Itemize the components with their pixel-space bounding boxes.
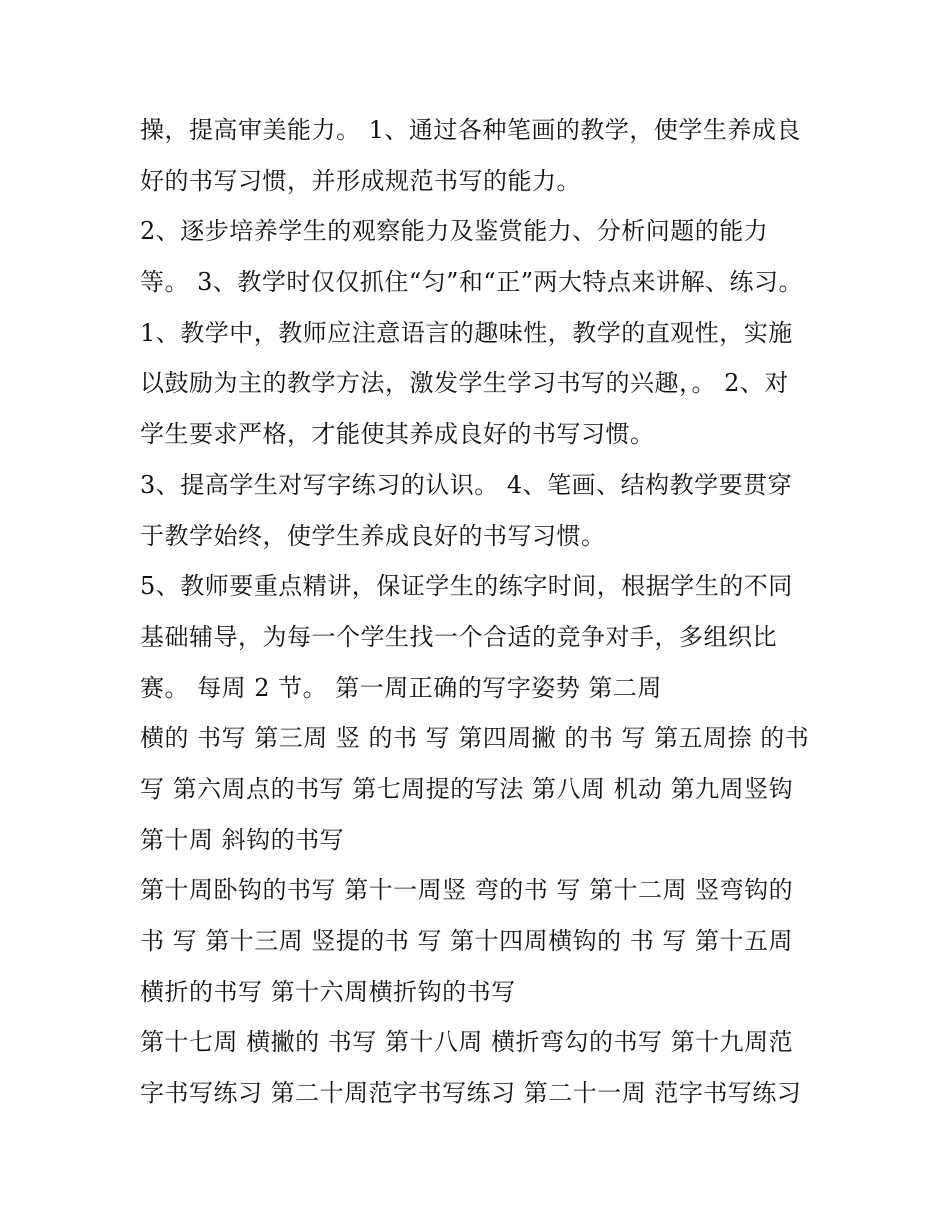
text-line: 学生要求严格，才能使其养成良好的书写习惯。 bbox=[140, 420, 655, 449]
text-line: 横折的书写 第十六周横折钩的书写 bbox=[140, 977, 516, 1006]
text-line: 于教学始终，使学生养成良好的书写习惯。 bbox=[140, 521, 606, 550]
text-line: 以鼓励为主的教学方法，激发学生学习书写的兴趣，。 2、对 bbox=[140, 369, 789, 398]
text-line: 基础辅导，为每一个学生找一个合适的竞争对手，多组织比 bbox=[140, 622, 777, 651]
text-line: 等。 3、教学时仅仅抓住“匀”和“正”两大特点来讲解、练习。 bbox=[140, 268, 803, 297]
document-body bbox=[140, 105, 840, 1119]
text-line: 赛。 每周 2 节。 第一周正确的写字姿势 第二周 bbox=[140, 673, 662, 702]
text-line: 3、提高学生对写字练习的认识。 4、笔画、结构教学要贯穿 bbox=[140, 470, 793, 499]
text-line: 第十七周 横撇的 书写 第十八周 横折弯勾的书写 第十九周范 bbox=[140, 1028, 794, 1057]
text-line: 书 写 第十三周 竖提的书 写 第十四周横钩的 书 写 第十五周 bbox=[140, 927, 794, 955]
text-line: 字书写练习 第二十周范字书写练习 第二十一周 范字书写练习 bbox=[140, 1079, 802, 1108]
text-line: 好的书写习惯，并形成规范书写的能力。 bbox=[140, 166, 581, 195]
text-line: 写 第六周点的书写 第七周提的写法 第八周 机动 第九周竖钩 bbox=[140, 774, 794, 803]
text-line: 第十周卧钩的书写 第十一周竖 弯的书 写 第十二周 竖弯钩的 bbox=[140, 876, 794, 905]
text-line: 横的 书写 第三周 竖 的书 写 第四周撇 的书 写 第五周捺 的书 bbox=[140, 724, 810, 753]
text-line: 操，提高审美能力。 1、通过各种笔画的教学，使学生养成良 bbox=[140, 116, 801, 144]
text-line: 第十周 斜钩的书写 bbox=[140, 825, 345, 854]
text-line: 5、教师要重点精讲，保证学生的练字时间，根据学生的不同 bbox=[140, 572, 793, 601]
text-line: 2、逐步培养学生的观察能力及鉴赏能力、分析问题的能力 bbox=[140, 217, 769, 246]
text-line: 1、教学中，教师应注意语言的趣味性，教学的直观性，实施 bbox=[140, 318, 793, 347]
